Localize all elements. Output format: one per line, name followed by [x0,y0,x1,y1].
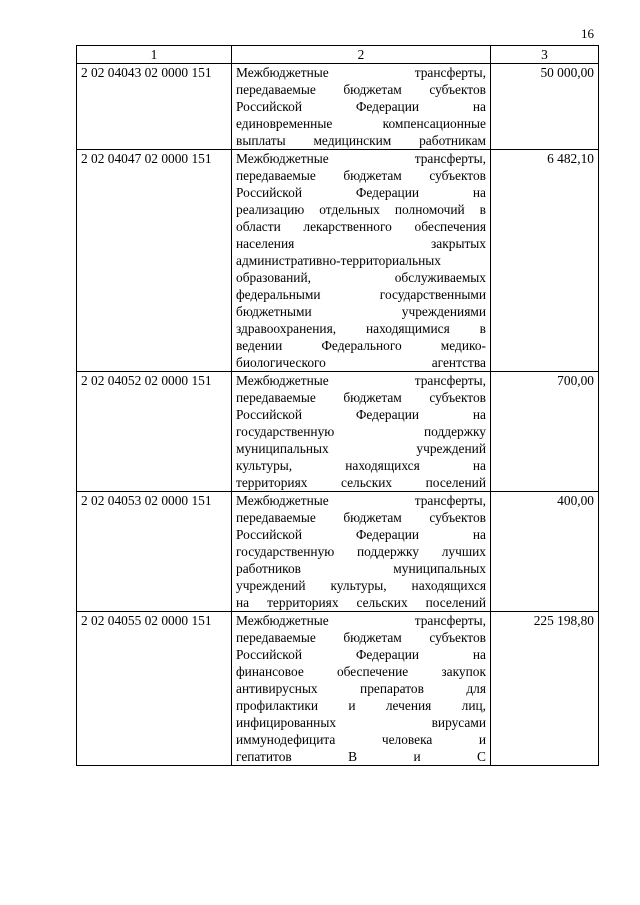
description-line: Межбюджетные трансферты, [236,65,486,80]
table-row [77,372,599,492]
amount-cell: 50 000,00 [491,64,599,150]
description-line: учреждений культуры, находящихся [236,578,486,593]
description-line: передаваемые бюджетам субъектов [236,630,486,645]
description-line: муниципальных учреждений [236,441,486,456]
description-cell [232,612,491,766]
budget-transfers-table [76,45,599,766]
description-line: передаваемые бюджетам субъектов [236,510,486,525]
description-line: Российской Федерации на [236,527,486,542]
description-line: ведении Федерального медико- [236,338,486,353]
table-row [77,150,599,372]
description-line: территориях сельских поселений [236,475,486,490]
table-row [77,492,599,612]
description-line: передаваемые бюджетам субъектов [236,390,486,405]
description-line: федеральными государственными [236,287,486,302]
description-line: населения закрытых [236,236,486,251]
amount-cell: 700,00 [491,372,599,492]
amount-cell: 225 198,80 [491,612,599,766]
description-line: иммунодефицита человека и [236,732,486,747]
description-cell [232,492,491,612]
description-line: бюджетными учреждениями [236,304,486,319]
description-line: гепатитов В и С [236,749,486,764]
description-line: Межбюджетные трансферты, [236,613,486,628]
budget-code-cell: 2 02 04052 02 0000 151 [77,372,232,492]
description-line: культуры, находящихся на [236,458,486,473]
description-line: Российской Федерации на [236,647,486,662]
description-line: работников муниципальных [236,561,486,576]
description-cell [232,150,491,372]
amount-cell: 6 482,10 [491,150,599,372]
description-line: Российской Федерации на [236,99,486,114]
description-line: выплаты медицинским работникам [236,133,486,148]
budget-code-cell: 2 02 04053 02 0000 151 [77,492,232,612]
description-line: государственную поддержку [236,424,486,439]
description-line: Российской Федерации на [236,185,486,200]
description-line: единовременные компенсационные [236,116,486,131]
table-header-row [77,46,599,64]
description-line: Российской Федерации на [236,407,486,422]
budget-code-cell: 2 02 04043 02 0000 151 [77,64,232,150]
description-line: инфицированных вирусами [236,715,486,730]
description-line: на территориях сельских поселений [236,595,486,610]
description-line: области лекарственного обеспечения [236,219,486,234]
column-header: 2 [232,46,491,64]
budget-code-cell: 2 02 04055 02 0000 151 [77,612,232,766]
page-number: 16 [581,26,594,41]
description-line: антивирусных препаратов для [236,681,486,696]
table-row [77,64,599,150]
description-line: профилактики и лечения лиц, [236,698,486,713]
description-line: здравоохранения, находящимися в [236,321,486,336]
description-cell [232,372,491,492]
description-line: передаваемые бюджетам субъектов [236,82,486,97]
description-line: финансовое обеспечение закупок [236,664,486,679]
description-line: Межбюджетные трансферты, [236,493,486,508]
budget-code-cell: 2 02 04047 02 0000 151 [77,150,232,372]
description-line: Межбюджетные трансферты, [236,151,486,166]
column-header: 1 [77,46,232,64]
description-line: передаваемые бюджетам субъектов [236,168,486,183]
description-line: административно-территориальных [236,253,441,268]
table-row [77,612,599,766]
description-line: образований, обслуживаемых [236,270,486,285]
description-line: реализацию отдельных полномочий в [236,202,486,217]
description-line: Межбюджетные трансферты, [236,373,486,388]
column-header: 3 [491,46,599,64]
description-line: биологического агентства [236,355,486,370]
description-line: государственную поддержку лучших [236,544,486,559]
description-cell [232,64,491,150]
amount-cell: 400,00 [491,492,599,612]
